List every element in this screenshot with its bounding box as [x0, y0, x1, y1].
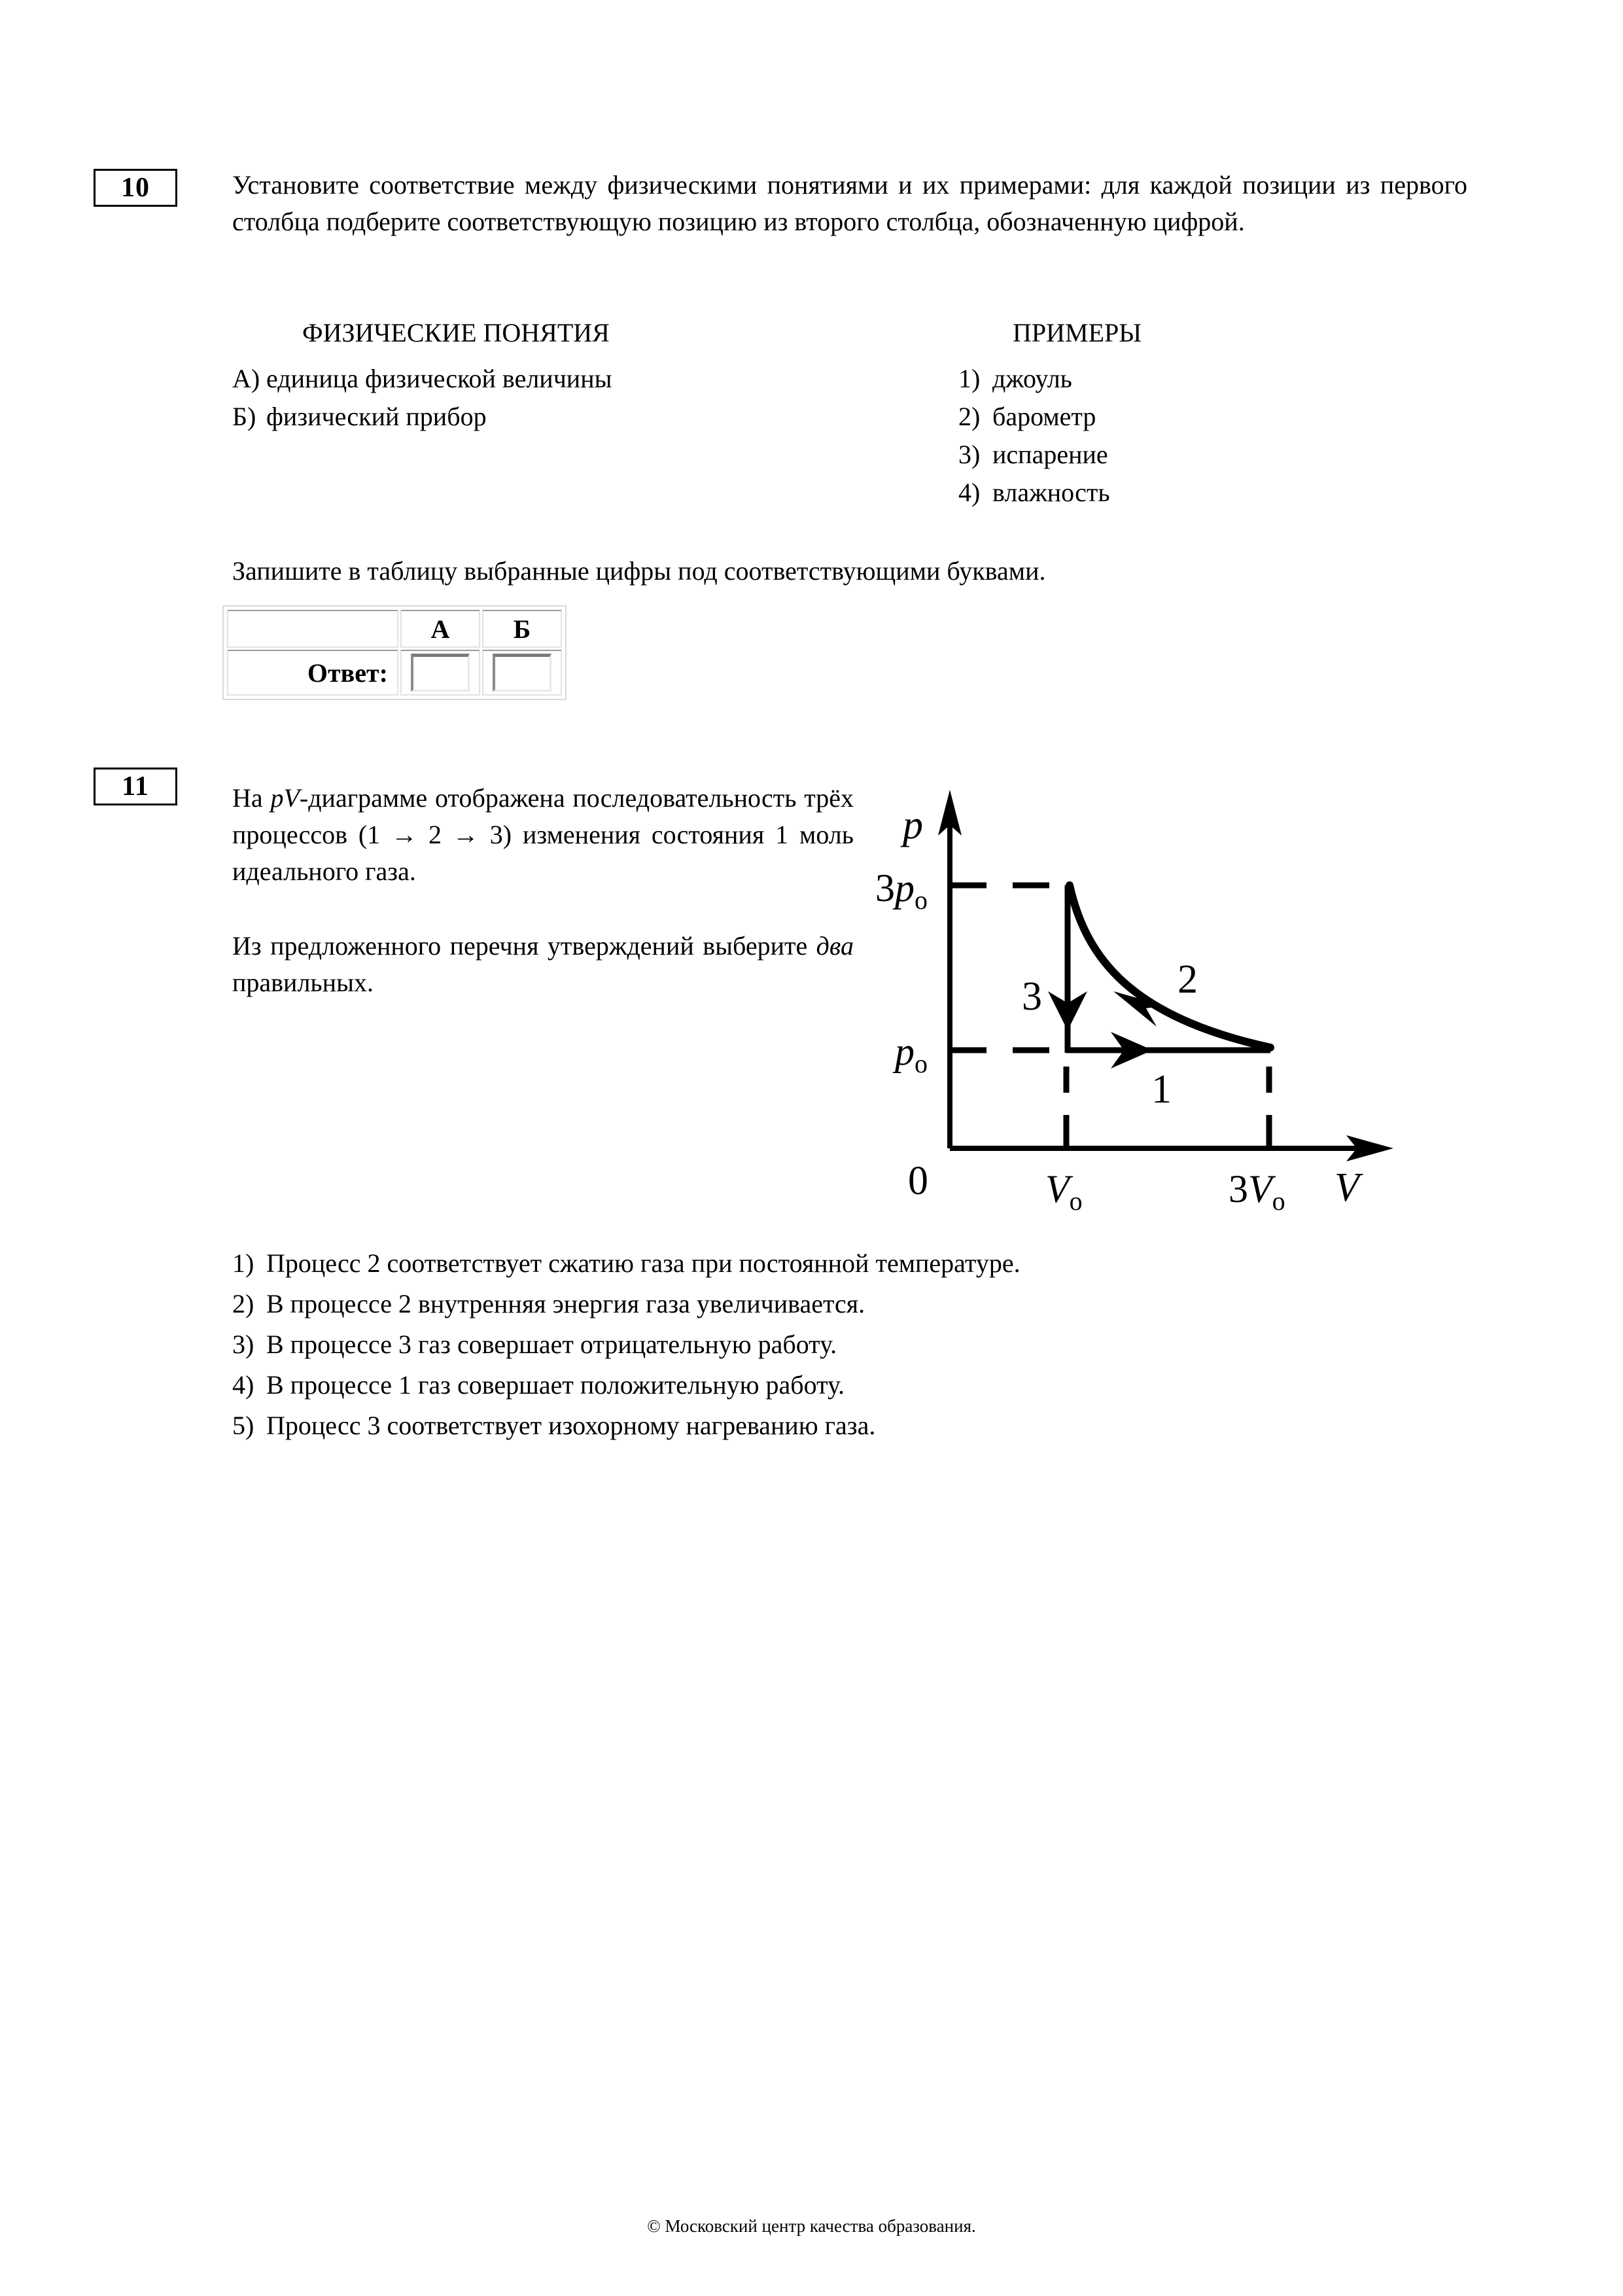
process-3-label: 3 — [1022, 974, 1042, 1019]
answer-input-b[interactable] — [493, 654, 551, 692]
answer-table — [222, 605, 567, 700]
list-item-marker: А) — [232, 364, 260, 393]
list-item-label: испарение — [992, 440, 1108, 469]
ytick-label-3p0: $3p_о$ — [875, 866, 928, 915]
list-item — [958, 436, 1416, 474]
list-item — [232, 1324, 1508, 1365]
list-item-label: В процессе 2 внутренняя энергия газа увеличивается. — [266, 1289, 865, 1318]
answer-input-a[interactable] — [411, 654, 470, 692]
list-item — [232, 1365, 1508, 1405]
table-row — [227, 650, 562, 696]
list-item — [232, 360, 886, 398]
xtick-label-3v0: $3V_о$ — [1229, 1167, 1285, 1216]
table-header-a: А — [400, 610, 480, 648]
table-header-b: Б — [482, 610, 562, 648]
y-axis-label: p — [903, 803, 923, 847]
prompt-text-italic: pV — [270, 783, 300, 813]
pv-diagram-svg — [870, 775, 1406, 1220]
list-item-label: барометр — [992, 402, 1096, 431]
process-2-curve — [1070, 885, 1270, 1048]
xtick-label-v0: $V_о$ — [1045, 1167, 1083, 1216]
list-item-marker: 4) — [232, 1370, 254, 1400]
task-10-prompt: Установите соответствие между физическими понятиями и их примерами: для каждой позиции из первого столбца подберите соответствующую позицию из второго столбца, обозначенную цифрой. — [232, 170, 1467, 236]
list-item-marker: 1) — [958, 364, 981, 393]
list-item — [958, 398, 1416, 436]
task-11-statements-list — [232, 1243, 1508, 1446]
list-item-marker: 2) — [232, 1289, 254, 1318]
list-item-label: В процессе 1 газ совершает положительную работу. — [266, 1370, 845, 1400]
examples-list — [958, 360, 1416, 512]
list-item-marker: 3) — [232, 1330, 254, 1359]
prompt2-text-italic: два — [816, 931, 854, 961]
list-item-label: В процессе 3 газ совершает отрицательную работу. — [266, 1330, 837, 1359]
list-item-label: единица физической величины — [266, 364, 612, 393]
list-item-marker: 4) — [958, 478, 981, 507]
list-item — [232, 1284, 1508, 1324]
pv-diagram — [870, 775, 1406, 1224]
list-item-marker: 3) — [958, 440, 981, 469]
list-item-label: Процесс 3 соответствует изохорному нагреванию газа. — [266, 1411, 876, 1440]
prompt2-text-post: правильных. — [232, 968, 374, 997]
list-item-marker: 1) — [232, 1248, 254, 1278]
process-2-label: 2 — [1178, 957, 1198, 1002]
list-item-label: джоуль — [992, 364, 1072, 393]
task-10-instruction: Запишите в таблицу выбранные цифры под соответствующими буквами. — [232, 556, 1046, 586]
physical-concepts-list — [232, 360, 886, 436]
prompt2-text-pre: Из предложенного перечня утверждений выберите — [232, 931, 816, 961]
answer-cell-a[interactable] — [400, 650, 480, 696]
list-item-marker: 2) — [958, 402, 981, 431]
ytick-label-p0: $p_о$ — [895, 1030, 928, 1078]
task-number-11: 11 — [94, 768, 177, 805]
prompt-text-pre: На — [232, 783, 271, 813]
task-11-prompt-part-1 — [232, 780, 854, 890]
list-item — [958, 360, 1416, 398]
page-footer: © Московский центр качества образования. — [647, 2216, 976, 2236]
answer-cell-b[interactable] — [482, 650, 562, 696]
list-item-label: Процесс 2 соответствует сжатию газа при постоянной температуре. — [266, 1248, 1021, 1278]
x-axis-label: V — [1335, 1165, 1359, 1210]
list-item — [232, 398, 886, 436]
origin-label: 0 — [908, 1159, 928, 1203]
list-item — [232, 1243, 1508, 1284]
task-number-10: 10 — [94, 169, 177, 207]
left-column-heading: ФИЗИЧЕСКИЕ ПОНЯТИЯ — [302, 318, 610, 347]
list-item — [232, 1405, 1508, 1446]
list-item-label: физический прибор — [266, 402, 487, 431]
list-item-marker: Б) — [232, 402, 256, 431]
right-column-heading: ПРИМЕРЫ — [1013, 318, 1142, 347]
table-row — [227, 610, 562, 648]
answer-row-label — [227, 650, 398, 696]
table-cell-empty — [227, 610, 398, 648]
list-item-marker: 5) — [232, 1411, 254, 1440]
process-1-label: 1 — [1151, 1067, 1172, 1112]
list-item-label: влажность — [992, 478, 1110, 507]
task-11-prompt-part-2 — [232, 928, 854, 1001]
answer-label-text: Ответ: — [307, 658, 388, 688]
list-item — [958, 474, 1416, 512]
prompt-text-post: -диаграмме отображена последовательность трёх процессов (1 → 2 → 3) изменения состояния 1 моль идеального газа. — [232, 783, 854, 886]
